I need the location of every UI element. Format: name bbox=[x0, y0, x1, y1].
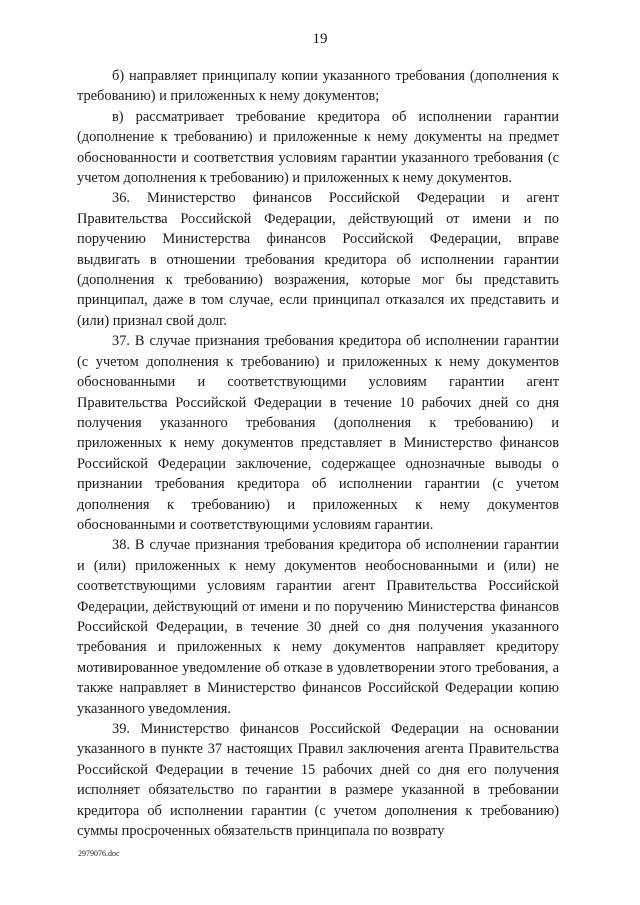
paragraph-39: 39. Министерство финансов Российской Федерации на основании указанного в пункте 37 настоящих Правил заключения агента Правительства Российской Федерации в течение 15 рабочих дней со дня его получения исполняет обязательство по гарантии в размере указанной в требовании кредитора об исполнении гарантии (с учетом дополнения к требованию) суммы просроченных обязательств принципала по возврату bbox=[77, 721, 559, 840]
paragraph-37: 37. В случае признания требования кредитора об исполнении гарантии (с учетом дополнения к требованию) и приложенных к нему документов обоснованными и соответствующими условиям гарантии агент Правительства Российской Федерации в течение 10 рабочих дней со дня получения указанного требования (дополнения к требованию) и приложенных к нему документов представляет в Министерство финансов Российской Федерации заключение, содержащее однозначные выводы о признании требования кредитора об исполнении гарантии (с учетом дополнения к требованию) и приложенных к нему документов обоснованными и соответствующими условиям гарантии. bbox=[77, 333, 559, 533]
page-number: 19 bbox=[312, 31, 328, 47]
paragraph-v: в) рассматривает требование кредитора об исполнении гарантии (дополнение к требованию) и приложенные к нему документы на предмет обоснованности и соответствия условиям гарантии указанного требования (с учетом дополнения к требованию) и приложенных к нему документов. bbox=[77, 108, 559, 187]
paragraph-36: 36. Министерство финансов Российской Федерации и агент Правительства Российской Федерации, действующий от имени и по поручению Министерства финансов Российской Федерации, вправе выдвигать в отношении требования кредитора об исполнении гарантии (дополнения к требованию) возражения, которые мог бы представить принципал, даже в том случае, если принципал отказался их представить и (или) признал свой долг. bbox=[77, 190, 559, 329]
document-file-id: 2979076.doc bbox=[78, 849, 120, 858]
document-body bbox=[77, 66, 559, 841]
paragraph-38: 38. В случае признания требования кредитора об исполнении гарантии и (или) приложенных к нему документов необоснованными и (или) не соответствующими условиям гарантии агент Правительства Российской Федерации, действующий от имени и по поручению Министерства финансов Российской Федерации, в течение 30 дней со дня получения указанного требования и приложенных к нему документов направляет кредитору мотивированное уведомление об отказе в удовлетворении этого требования, а также направляет в Министерство финансов Российской Федерации копию указанного уведомления. bbox=[77, 537, 559, 717]
paragraph-b: б) направляет принципалу копии указанного требования (дополнения к требованию) и приложенных к нему документов; bbox=[77, 68, 559, 105]
